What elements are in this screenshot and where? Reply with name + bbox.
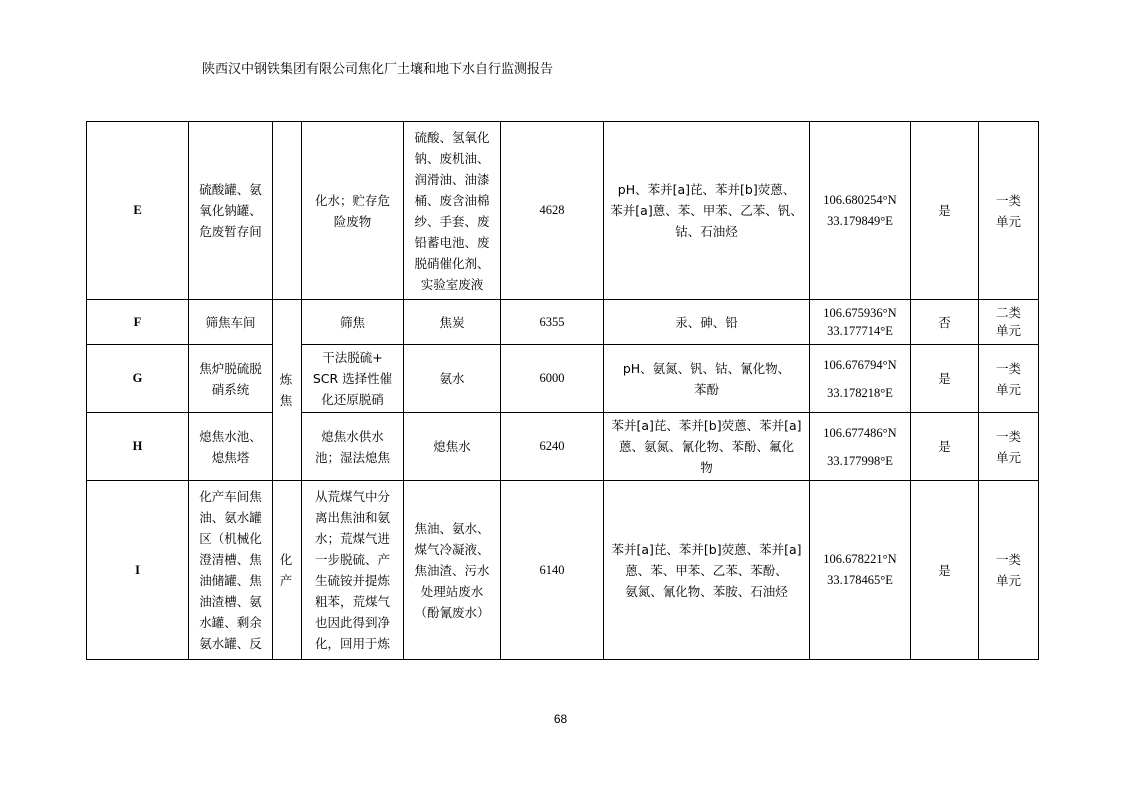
facility-name: 焦炉脱硫脱 硝系统 (189, 345, 273, 413)
monitoring-unit-table (86, 121, 1039, 660)
area-group-label: 炼 焦 (273, 300, 302, 481)
unit-code: E (87, 122, 189, 300)
facility-function: 从荒煤气中分 离出焦油和氨 水；荒煤气进 一步脱硫、产 生硫铵并提炼 粗苯，荒煤气 也因此得到净 化，回用于炼 (302, 481, 404, 660)
area-value: 6140 (501, 481, 604, 660)
table-row (87, 413, 1039, 481)
coordinates: 106.677486°N 33.177998°E (810, 413, 911, 481)
area-value: 6355 (501, 300, 604, 345)
materials: 焦炭 (404, 300, 501, 345)
coordinates: 106.675936°N 33.177714°E (810, 300, 911, 345)
facility-function: 筛焦 (302, 300, 404, 345)
is-key-flag: 是 (911, 345, 979, 413)
materials: 熄焦水 (404, 413, 501, 481)
unit-class: 一类 单元 (979, 345, 1039, 413)
document-header: 陕西汉中钢铁集团有限公司焦化厂土壤和地下水自行监测报告 (202, 62, 554, 77)
materials: 焦油、氨水、 煤气冷凝液、 焦油渣、污水 处理站废水 （酚氰废水） (404, 481, 501, 660)
facility-name: 化产车间焦 油、氨水罐 区（机械化 澄清槽、焦 油储罐、焦 油渣槽、氨 水罐、剩余 氨水罐、反 (189, 481, 273, 660)
coordinates: 106.678221°N 33.178465°E (810, 481, 911, 660)
facility-function: 化水；贮存危 险废物 (302, 122, 404, 300)
table-row (87, 345, 1039, 413)
unit-class: 一类 单元 (979, 481, 1039, 660)
table-row (87, 300, 1039, 345)
unit-code: H (87, 413, 189, 481)
unit-class: 一类 单元 (979, 413, 1039, 481)
table-row (87, 481, 1039, 660)
area-value: 4628 (501, 122, 604, 300)
unit-code: F (87, 300, 189, 345)
pollutants: pH、氨氮、钒、钴、氰化物、 苯酚 (604, 345, 810, 413)
page-number: 68 (553, 712, 568, 726)
area-group-cell (273, 122, 302, 300)
area-value: 6240 (501, 413, 604, 481)
area-value: 6000 (501, 345, 604, 413)
is-key-flag: 是 (911, 481, 979, 660)
facility-function: 干法脱硫+ SCR 选择性催 化还原脱硝 (302, 345, 404, 413)
facility-name: 硫酸罐、氨 氧化钠罐、 危废暂存间 (189, 122, 273, 300)
materials: 硫酸、氢氧化 钠、废机油、 润滑油、油漆 桶、废含油棉 纱、手套、废 铅蓄电池、废 脱硝催化剂、 实验室废液 (404, 122, 501, 300)
pollutants: 苯并[a]芘、苯并[b]荧蒽、苯并[a] 蒽、氨氮、氰化物、苯酚、氟化 物 (604, 413, 810, 481)
table-row (87, 122, 1039, 300)
unit-code: I (87, 481, 189, 660)
facility-name: 熄焦水池、 熄焦塔 (189, 413, 273, 481)
is-key-flag: 是 (911, 413, 979, 481)
materials: 氨水 (404, 345, 501, 413)
pollutants: 苯并[a]芘、苯并[b]荧蒽、苯并[a] 蒽、苯、甲苯、乙苯、苯酚、 氨氮、氰化物、苯胺、石油烃 (604, 481, 810, 660)
is-key-flag: 是 (911, 122, 979, 300)
facility-function: 熄焦水供水 池；湿法熄焦 (302, 413, 404, 481)
unit-class: 一类 单元 (979, 122, 1039, 300)
coordinates: 106.676794°N 33.178218°E (810, 345, 911, 413)
unit-code: G (87, 345, 189, 413)
area-group-label: 化 产 (273, 481, 302, 660)
pollutants: pH、苯并[a]芘、苯并[b]荧蒽、 苯并[a]蒽、苯、甲苯、乙苯、钒、 钴、石油烃 (604, 122, 810, 300)
facility-name: 筛焦车间 (189, 300, 273, 345)
unit-class: 二类 单元 (979, 300, 1039, 345)
coordinates: 106.680254°N 33.179849°E (810, 122, 911, 300)
is-key-flag: 否 (911, 300, 979, 345)
pollutants: 汞、砷、铅 (604, 300, 810, 345)
